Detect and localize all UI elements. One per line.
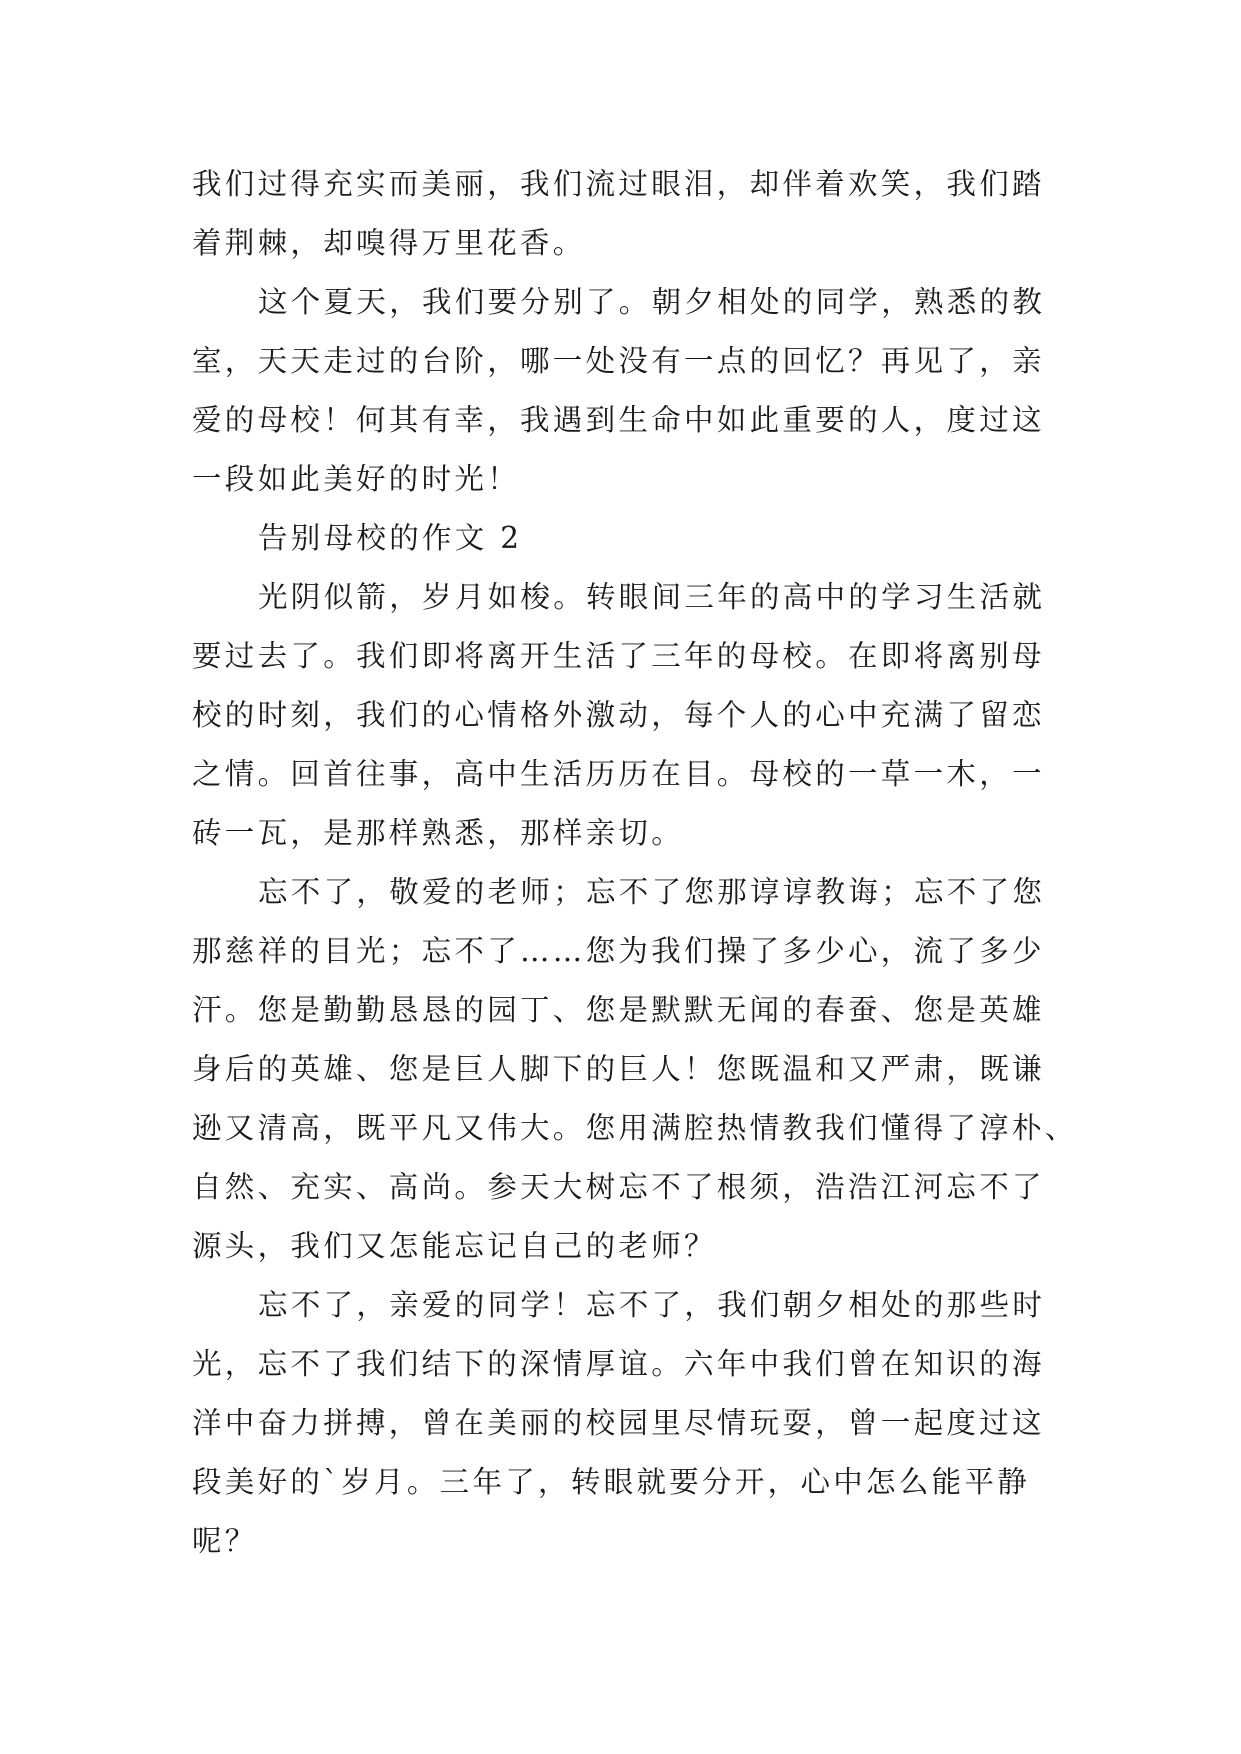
text-line-22: 洋中奋力拼搏，曾在美丽的校园里尽情玩耍，曾一起度过这 <box>192 1406 1045 1440</box>
text-line-24: 呢？ <box>192 1524 258 1558</box>
text-line-6: 一段如此美好的时光！ <box>192 462 521 496</box>
text-line-2: 着荆棘，却嗅得万里花香。 <box>192 226 586 260</box>
text-line-9: 要过去了。我们即将离开生活了三年的母校。在即将离别母 <box>192 639 1045 673</box>
text-line-16: 身后的英雄、您是巨人脚下的巨人！您既温和又严肃，既谦 <box>192 1052 1045 1086</box>
text-line-3: 这个夏天，我们要分别了。朝夕相处的同学，熟悉的教 <box>258 285 1046 319</box>
text-line-12: 砖一瓦，是那样熟悉，那样亲切。 <box>192 816 685 850</box>
text-line-18: 自然、充实、高尚。参天大树忘不了根须，浩浩江河忘不了 <box>192 1170 1045 1204</box>
text-line-19: 源头，我们又怎能忘记自己的老师？ <box>192 1229 717 1263</box>
document-body <box>192 155 1078 1571</box>
text-line-23: 段美好的`岁月。三年了，转眼就要分开，心中怎么能平静 <box>192 1465 1031 1499</box>
text-line-10: 校的时刻，我们的心情格外激动，每个人的心中充满了留恋 <box>192 698 1045 732</box>
text-line-21: 光，忘不了我们结下的深情厚谊。六年中我们曾在知识的海 <box>192 1347 1045 1381</box>
text-line-5: 爱的母校！何其有幸，我遇到生命中如此重要的人，度过这 <box>192 403 1045 437</box>
text-line-11: 之情。回首往事，高中生活历历在目。母校的一草一木，一 <box>192 757 1045 791</box>
text-line-8: 光阴似箭，岁月如梭。转眼间三年的高中的学习生活就 <box>258 580 1046 614</box>
text-line-14: 那慈祥的目光；忘不了……您为我们操了多少心，流了多少 <box>192 934 1045 968</box>
text-line-4: 室，天天走过的台阶，哪一处没有一点的回忆？再见了，亲 <box>192 344 1045 378</box>
text-line-13: 忘不了，敬爱的老师；忘不了您那谆谆教诲；忘不了您 <box>258 875 1046 909</box>
text-line-20: 忘不了，亲爱的同学！忘不了，我们朝夕相处的那些时 <box>258 1288 1046 1322</box>
section-heading: 告别母校的作文 2 <box>258 521 523 555</box>
text-line-17: 逊又清高，既平凡又伟大。您用满腔热情教我们懂得了淳朴、 <box>192 1111 1078 1145</box>
text-line-1: 我们过得充实而美丽，我们流过眼泪，却伴着欢笑，我们踏 <box>192 167 1045 201</box>
text-line-15: 汗。您是勤勤恳恳的园丁、您是默默无闻的春蚕、您是英雄 <box>192 993 1045 1027</box>
